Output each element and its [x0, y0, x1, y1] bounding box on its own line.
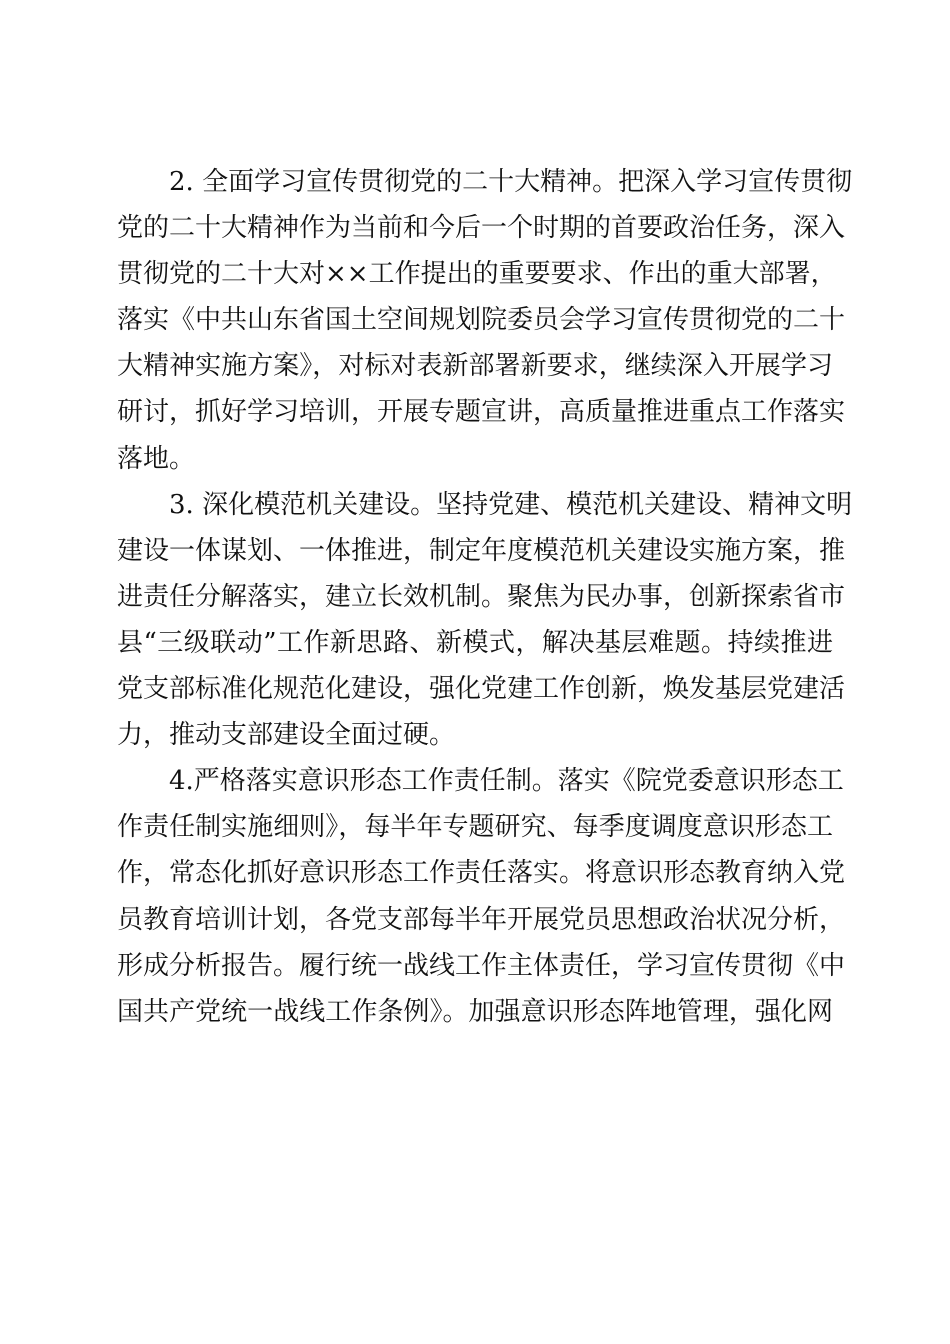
text-line: 进责任分解落实，建立长效机制。聚焦为民办事，创新探索省市 [117, 581, 846, 612]
text-line: 落实《中共山东省国土空间规划院委员会学习宣传贯彻党的二十 [117, 305, 846, 336]
text-line: 2. 全面学习宣传贯彻党的二十大精神。把深入学习宣传贯彻 [169, 167, 853, 197]
text-line: 作，常态化抓好意识形态工作责任落实。将意识形态教育纳入党 [117, 858, 846, 889]
text-line: 3. 深化模范机关建设。坚持党建、模范机关建设、精神文明 [169, 489, 853, 520]
text-line: 党的二十大精神作为当前和今后一个时期的首要政治任务，深入 [117, 213, 846, 244]
text-line: 落地。 [117, 443, 196, 474]
text-line: 员教育培训计划，各党支部每半年开展党员思想政治状况分析， [117, 904, 846, 935]
text-line: 国共产党统一战线工作条例》。加强意识形态阵地管理，强化网 [117, 996, 833, 1027]
text-line: 建设一体谋划、一体推进，制定年度模范机关建设实施方案，推 [117, 535, 846, 566]
text-line: 党支部标准化规范化建设，强化党建工作创新，焕发基层党建活 [117, 674, 846, 705]
paragraph-item-4 [117, 758, 846, 1035]
text-line: 力，推动支部建设全面过硬。 [117, 720, 456, 751]
text-line: 形成分析报告。履行统一战线工作主体责任，学习宣传贯彻《中 [117, 950, 846, 981]
text-line: 贯彻党的二十大对××工作提出的重要要求、作出的重大部署， [117, 259, 837, 290]
text-line: 大精神实施方案》，对标对表新部署新要求，继续深入开展学习 [117, 351, 833, 382]
text-line: 研讨，抓好学习培训，开展专题宣讲，高质量推进重点工作落实 [117, 397, 846, 428]
paragraph-item-2 [117, 159, 853, 482]
text-line: 4.严格落实意识形态工作责任制。落实《院党委意识形态工 [169, 766, 844, 797]
text-line: 县“三级联动”工作新思路、新模式，解决基层难题。持续推进 [117, 627, 833, 658]
text-line: 作责任制实施细则》，每半年专题研究、每季度调度意识形态工 [117, 812, 833, 843]
document-body [117, 159, 853, 1035]
paragraph-item-3 [117, 482, 853, 759]
